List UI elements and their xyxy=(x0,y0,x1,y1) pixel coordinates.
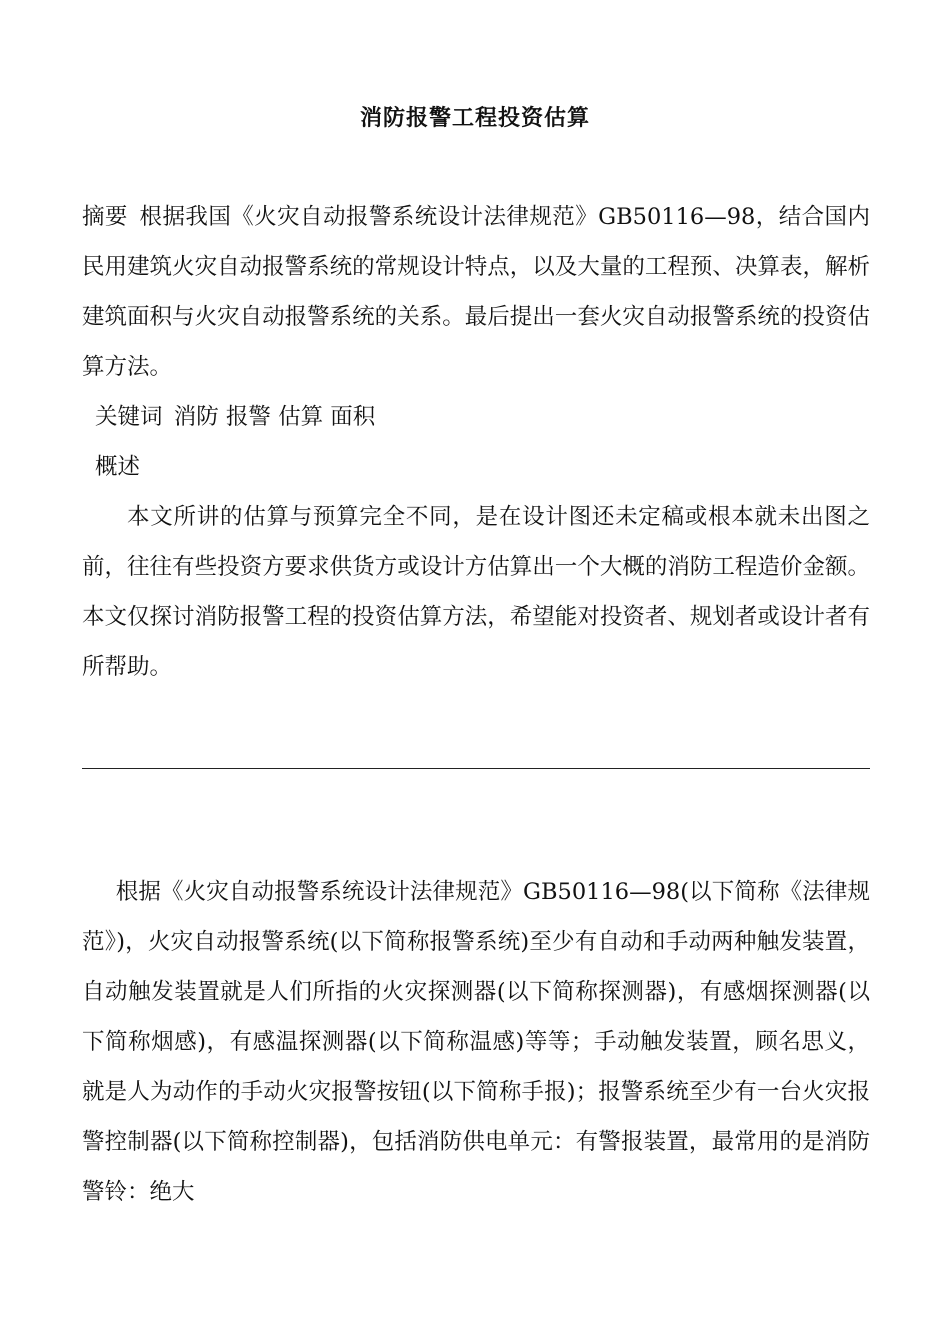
document-title: 消防报警工程投资估算 xyxy=(359,105,590,131)
keywords-line xyxy=(95,392,855,442)
abstract-paragraph xyxy=(82,192,870,392)
keywords-label: 关键词 xyxy=(95,404,163,430)
section-divider xyxy=(82,768,870,769)
abstract-label: 摘要 xyxy=(82,204,128,230)
overview-heading: 概述 xyxy=(95,454,141,480)
keywords-text: 消防 报警 估算 面积 xyxy=(173,404,376,430)
intro-paragraph: 本文所讲的估算与预算完全不同，是在设计图还未定稿或根本就未出图之前，往往有些投资方要求供货方或设计方估算出一个大概的消防工程造价金额。本文仅探讨消防报警工程的投资估算方法，希望能对投资者、规划者或设计者有所帮助。 xyxy=(82,504,870,680)
abstract-text: 根据我国《火灾自动报警系统设计法律规范》GB50116—98，结合国内民用建筑火灾自动报警系统的常规设计特点，以及大量的工程预、决算表，解析建筑面积与火灾自动报警系统的关系。最后提出一套火灾自动报警系统的投资估算方法。 xyxy=(82,204,870,380)
body-paragraph: 根据《火灾自动报警系统设计法律规范》GB50116—98(以下简称《法律规范》)，火灾自动报警系统(以下简称报警系统)至少有自动和手动两种触发装置，自动触发装置就是人们所指的火灾探测器(以下简称探测器)，有感烟探测器(以下简称烟感)，有感温探测器(以下简称温感)等等；手动触发装置，顾名思义，就是人为动作的手动火灾报警按钮(以下简称手报)；报警系统至少有一台火灾报警控制器(以下简称控制器)，包括消防供电单元：有警报装置，最常用的是消防警铃：绝大 xyxy=(82,879,870,1205)
